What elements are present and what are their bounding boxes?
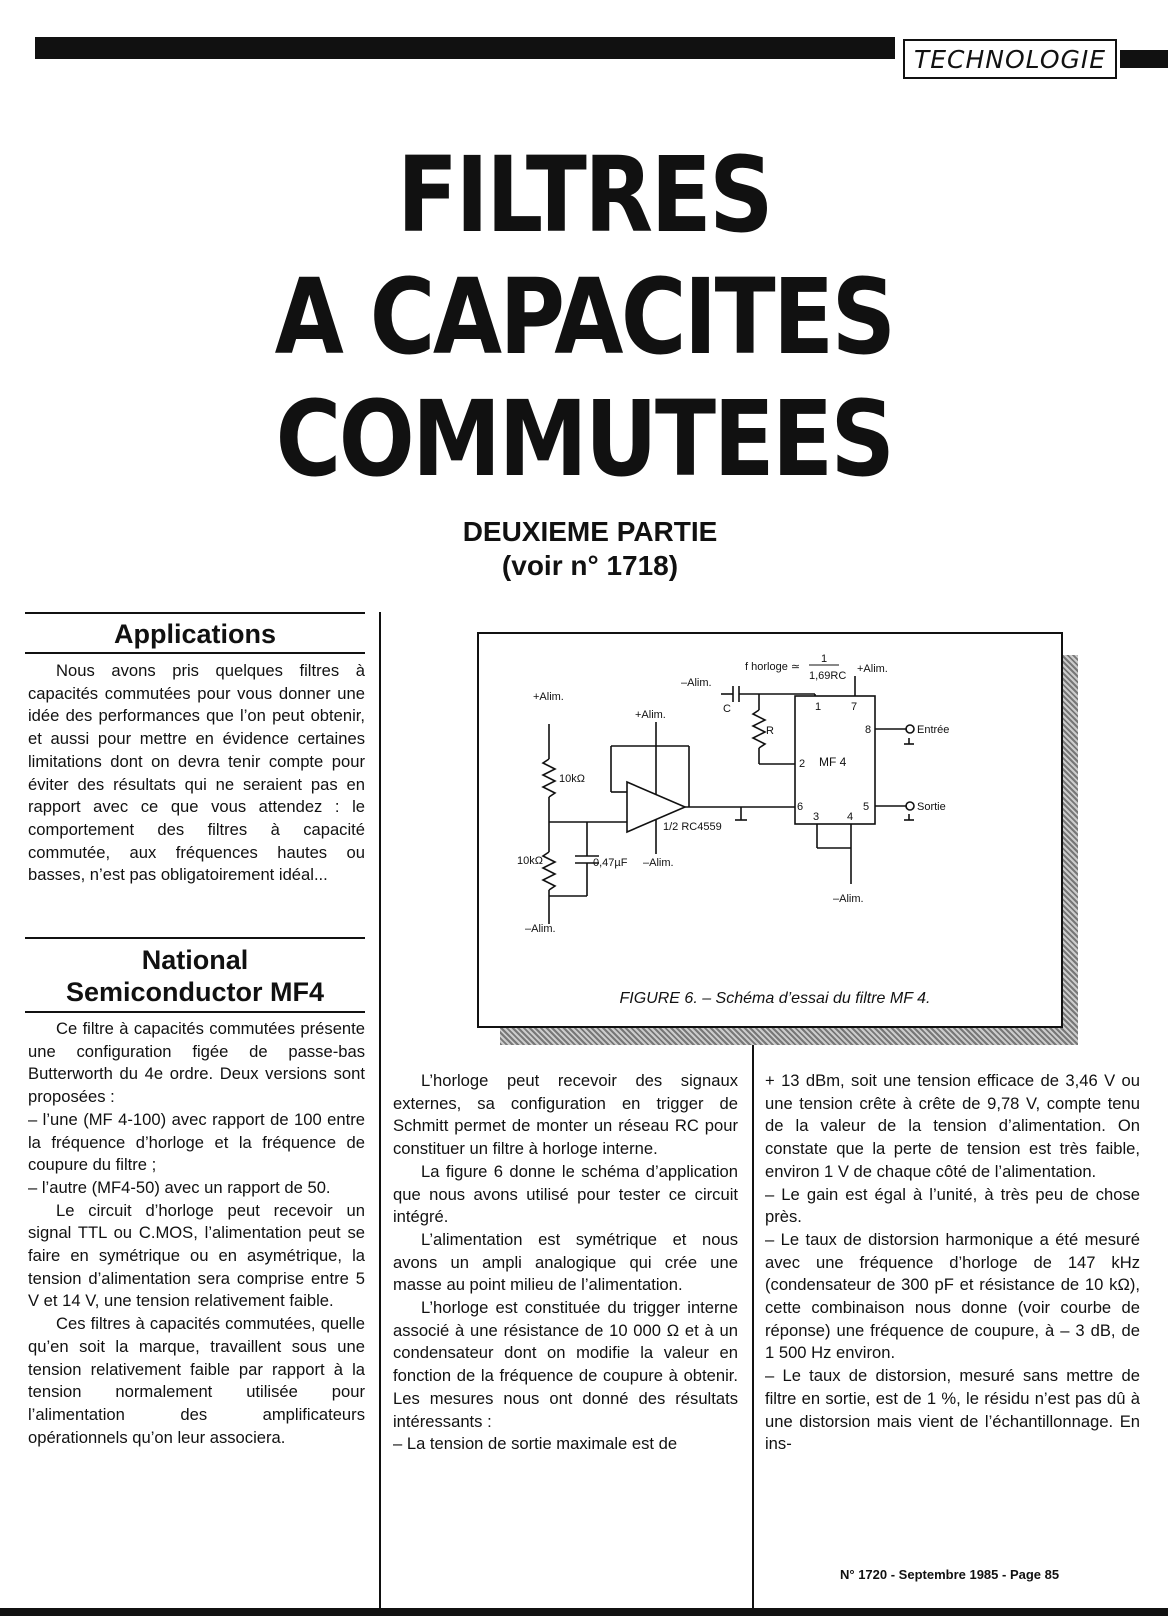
subtitle-line-2: (voir n° 1718)	[501, 550, 679, 581]
middle-paragraph-5: – La tension de sortie maximale est de	[393, 1434, 678, 1454]
label-pin1: 1	[815, 701, 822, 713]
figure-caption: FIGURE 6. – Schéma d’essai du filtre MF 4.	[619, 990, 931, 1007]
label-pin5: 5	[863, 801, 870, 813]
right-paragraph-1: + 13 dBm, soit une tension efficace de 3,46 V ou une tension crête à crête de 9,78 V, compte tenu de la valeur de la tension d’alimentation. On constate que la perte de tension est très faible, environ 1 V de chaque côté de l’alimentation.	[765, 1071, 1140, 1181]
label-sortie: Sortie	[917, 801, 946, 813]
national-paragraph-5: Ces filtres à capacités commutées, quelle qu’en soit la marque, travaillent sous une tension relativement faible par rapport à la tension normalement utilisée pour l’alimentation des amplificateurs opérationnels qu’on leur associera.	[28, 1314, 365, 1447]
section-tag: TECHNOLOGIE	[903, 39, 1117, 79]
national-text	[28, 1018, 365, 1449]
label-pin8: 8	[865, 724, 872, 736]
right-paragraph-3: – Le taux de distorsion harmonique a été mesuré avec une fréquence d’horloge de 147 kHz (condensateur de 300 pF et résistance de 10 kΩ), cette combinaison nous donne (voir courbe de réponse) une fréquence de coupure, à – 3 dB, de 1 500 Hz environ.	[765, 1229, 1140, 1363]
rule-national	[25, 937, 365, 939]
national-paragraph-3: – l’autre (MF4-50) avec un rapport de 50.	[28, 1177, 331, 1197]
label-ic: MF 4	[819, 755, 847, 769]
figure-6	[477, 632, 1063, 1028]
title-line-3: COMMUTEES	[275, 378, 893, 500]
label-alim-minus-bottom-left: –Alim.	[525, 923, 556, 935]
column-rule-1	[379, 612, 381, 1608]
title-line-1: FILTRES	[397, 134, 771, 256]
rule-national-bottom	[25, 1011, 365, 1013]
national-paragraph-1: Ce filtre à capacités commutées présente une configuration figée de passe-bas Butterworth du 4e ordre. Deux versions sont proposées :	[28, 1019, 365, 1107]
right-paragraph-2: – Le gain est égal à l’unité, à très peu de chose près.	[765, 1184, 1140, 1227]
column-rule-2	[752, 1030, 754, 1608]
label-pin3: 3	[813, 811, 820, 823]
subtitle-line-1: DEUXIEME PARTIE	[462, 516, 718, 547]
label-formula-num: 1	[821, 653, 828, 665]
label-cap-value: 0,47µF	[593, 857, 628, 869]
label-alim-plus-opamp: +Alim.	[635, 709, 666, 721]
label-formula-lhs: f horloge ≃	[745, 661, 801, 673]
label-pin2: 2	[799, 758, 806, 770]
header-bar-right	[1120, 50, 1168, 68]
header-bar	[35, 37, 895, 59]
label-entree: Entrée	[917, 724, 950, 736]
label-opamp: 1/2 RC4559	[663, 821, 722, 833]
heading-national-2: Semiconductor MF4	[65, 977, 325, 1007]
label-pin7: 7	[851, 701, 858, 713]
applications-text	[28, 660, 365, 887]
rule-applications-bottom	[25, 652, 365, 654]
label-alim-minus-bottom-right: –Alim.	[833, 893, 864, 905]
label-pin6: 6	[797, 801, 804, 813]
right-text	[765, 1070, 1140, 1456]
middle-paragraph-4: L’horloge est constituée du trigger interne associé à une résistance de 10 000 Ω et à un condensateur dont on modifie la valeur en fonction de la fréquence de coupure à obtenir. Les mesures nous ont donné des résultats intéressants :	[393, 1298, 738, 1431]
middle-text	[393, 1070, 738, 1456]
label-c: C	[723, 703, 731, 715]
national-paragraph-4: Le circuit d’horloge peut recevoir un signal TTL ou C.MOS, l’alimentation peut se faire en symétrique ou en asymétrique, la tension d’alimentation sera comprise entre 5 V et 14 V, une tension relativement faible.	[28, 1200, 365, 1311]
label-r-bottom: 10kΩ	[517, 855, 543, 867]
label-pin4: 4	[847, 811, 854, 823]
label-r: R	[766, 725, 774, 737]
applications-paragraph: Nous avons pris quelques filtres à capacités commutées pour vous donner une idée des performances que l’on peut obtenir, et aussi pour mettre en évidence certaines limitations dont on devra tenir compte pour éviter des résultats qui ne seraient pas en rapport avec ce que vous attendez : le comportement des filtres à capacité commutée, aux fréquences hautes ou basses, n’est pas obligatoirement idéal...	[28, 661, 365, 885]
right-paragraph-4: – Le taux de distorsion, mesuré sans mettre de filtre en sortie, est de 1 %, le résidu n’est pas dû à une distorsion mais vient de l’échantillonnage. En ins-	[765, 1366, 1140, 1454]
label-alim-minus-cap: –Alim.	[681, 677, 712, 689]
middle-paragraph-2: La figure 6 donne le schéma d’application que nous avons utilisé pour tester ce circuit intégré.	[393, 1161, 738, 1227]
label-alim-plus-left: +Alim.	[533, 691, 564, 703]
label-alim-plus-right: +Alim.	[857, 663, 888, 675]
label-r-top: 10kΩ	[559, 773, 585, 785]
rule-applications	[25, 612, 365, 614]
page-footer: N° 1720 - Septembre 1985 - Page 85	[840, 1567, 1060, 1582]
label-alim-minus-opamp: –Alim.	[643, 857, 674, 869]
bottom-bar	[0, 1608, 1168, 1616]
middle-paragraph-1: L’horloge peut recevoir des signaux externes, sa configuration en trigger de Schmitt permet de monter un réseau RC pour constituer un filtre à horloge interne.	[393, 1071, 738, 1159]
heading-national-1: National	[141, 945, 249, 975]
middle-paragraph-3: L’alimentation est symétrique et nous avons un ampli analogique qui crée une masse au point milieu de l’alimentation.	[393, 1229, 738, 1295]
circuit-schematic	[479, 634, 1061, 1026]
title-line-2: A CAPACITES	[274, 256, 894, 378]
heading-applications: Applications	[113, 619, 276, 649]
national-paragraph-2: – l’une (MF 4-100) avec rapport de 100 entre la fréquence d’horloge et la fréquence de coupure du filtre ;	[28, 1109, 365, 1175]
label-formula-den: 1,69RC	[809, 670, 847, 682]
